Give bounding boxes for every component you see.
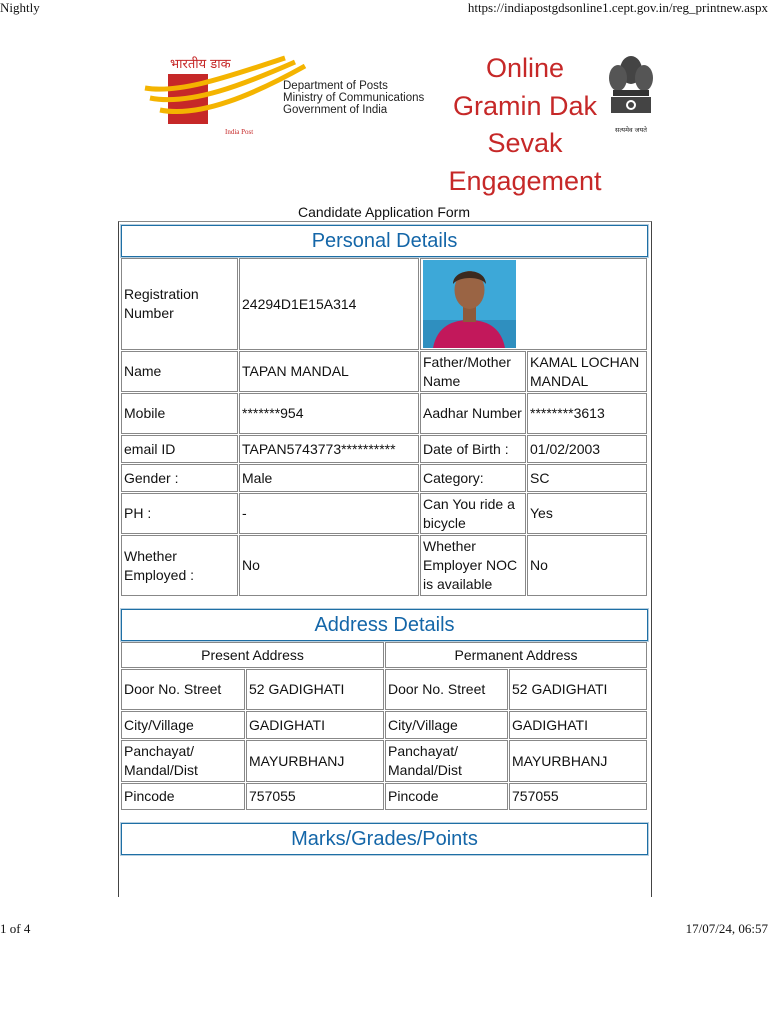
pincode-value-permanent: 757055 [509,783,647,810]
door-label-present: Door No. Street [121,669,245,710]
door-label-permanent: Door No. Street [385,669,508,710]
city-value-present: GADIGHATI [246,711,384,739]
present-address-header: Present Address [121,642,384,668]
noc-value: No [527,535,647,596]
city-label-permanent: City/Village [385,711,508,739]
reg-value: 24294D1E15A314 [239,258,419,350]
emblem-motto: सत्यमेव जयते [615,126,647,134]
section-marks: Marks/Grades/Points [121,823,648,855]
ph-label: PH : [121,493,238,534]
title-line-1: Online [485,53,565,83]
panchayat-label-permanent: Panchayat/ Mandal/Dist [385,740,508,782]
title-line-2: Gramin Dak [452,90,598,121]
candidate-photo [423,260,516,348]
employed-label: Whether Employed : [121,535,238,596]
parent-label: Father/Mother Name [420,351,526,392]
department-block [283,80,424,116]
employed-value: No [239,535,419,596]
category-label: Category: [420,464,526,492]
national-emblem-icon [605,50,657,136]
name-label: Name [121,351,238,392]
email-value: TAPAN5743773********** [239,435,419,463]
panchayat-value-permanent: MAYURBHANJ [509,740,647,782]
panchayat-value-present: MAYURBHANJ [246,740,384,782]
dob-value: 01/02/2003 [527,435,647,463]
gender-label: Gender : [121,464,238,492]
parent-value: KAMAL LOCHAN MANDAL [527,351,647,392]
title-line-3: Sevak [487,128,563,158]
dept-line-3: Government of India [283,104,388,116]
dept-line-1: Department of Posts [283,80,388,92]
door-value-present: 52 GADIGHATI [246,669,384,710]
aadhar-label: Aadhar Number [420,393,526,434]
noc-label: Whether Employer NOC is available [420,535,526,596]
bicycle-value: Yes [527,493,647,534]
section-personal-details: Personal Details [121,225,648,257]
print-header-url: https://indiapostgdsonline1.cept.gov.in/reg_printnew.aspx [467,0,768,15]
form-title: Candidate Application Form [298,204,470,220]
mobile-label: Mobile [121,393,238,434]
page-title [440,50,610,200]
section-address-details: Address Details [121,609,648,641]
name-value: TAPAN MANDAL [239,351,419,392]
print-footer-page: 1 of 4 [0,921,31,936]
category-value: SC [527,464,647,492]
title-line-4: Engagement [448,165,602,196]
hindi-logo-text: भारतीय डाक [170,57,231,72]
bicycle-label: Can You ride a bicycle [420,493,526,534]
reg-label: Registration Number [121,258,238,350]
pincode-value-present: 757055 [246,783,384,810]
pincode-label-permanent: Pincode [385,783,508,810]
city-label-present: City/Village [121,711,245,739]
permanent-address-header: Permanent Address [385,642,647,668]
gender-value: Male [239,464,419,492]
mobile-value: *******954 [239,393,419,434]
print-header-left: Nightly [0,0,40,15]
panchayat-label-present: Panchayat/ Mandal/Dist [121,740,245,782]
email-label: email ID [121,435,238,463]
print-footer-datetime: 17/07/24, 06:57 [685,921,768,936]
door-value-permanent: 52 GADIGHATI [509,669,647,710]
pincode-label-present: Pincode [121,783,245,810]
aadhar-value: ********3613 [527,393,647,434]
ph-value: - [239,493,419,534]
city-value-permanent: GADIGHATI [509,711,647,739]
dept-line-2: Ministry of Communications [283,92,425,104]
logo-caption: India Post [225,128,254,136]
dob-label: Date of Birth : [420,435,526,463]
